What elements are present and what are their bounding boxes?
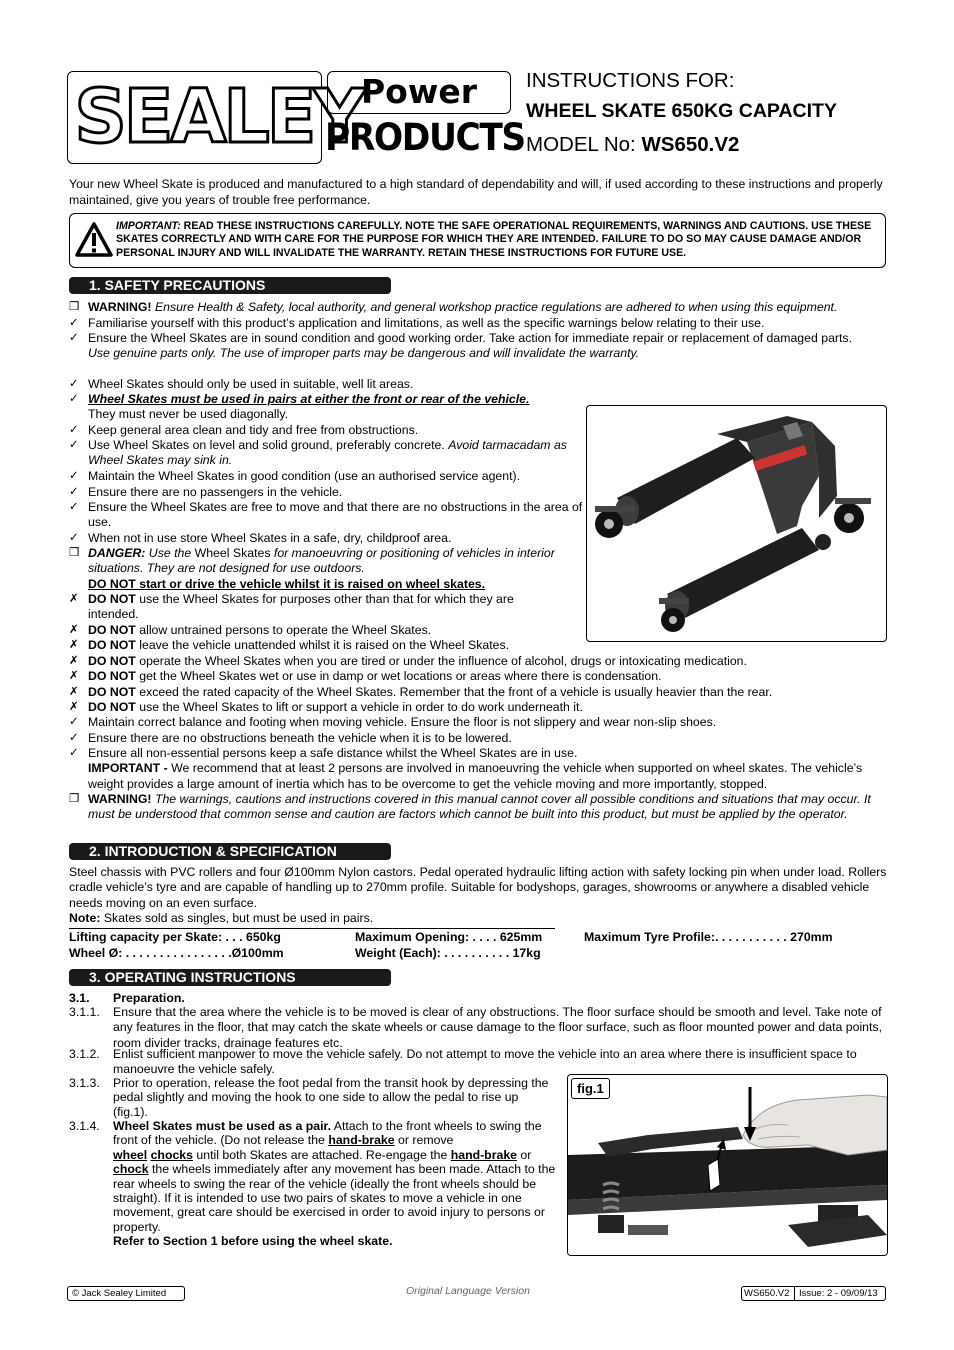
check-icon: ✓	[69, 317, 79, 329]
do-not-lead: DO NOT	[88, 623, 136, 637]
step-text-c: until both Skates are attached. Re-engage the	[192, 1147, 451, 1162]
check-icon: ✓	[69, 532, 79, 544]
fig1-drawing	[568, 1075, 887, 1255]
power-logo	[327, 71, 511, 114]
check-icon: ✓	[69, 716, 79, 728]
danger-text-a: Use the	[145, 546, 195, 560]
spec-max-opening: Maximum Opening: . . . . 625mm	[355, 930, 543, 944]
box-marker-icon: ❐	[69, 793, 80, 805]
list-item-text: leave the vehicle unattended whilst it is raised on the Wheel Skates.	[135, 638, 510, 652]
list-item-text: operate the Wheel Skates when you are tired or under the influence of alcohol, drugs or intoxicating medication.	[135, 654, 747, 668]
check-icon: ✓	[69, 393, 79, 405]
hand-brake-term: hand-brake	[450, 1147, 518, 1162]
header-product-name: WHEEL SKATE 650KG CAPACITY	[526, 100, 837, 122]
step-number: 3.1.2.	[69, 1047, 100, 1061]
spec-max-tyre-profile: Maximum Tyre Profile:. . . . . . . . . . . 270mm	[584, 930, 833, 944]
list-item-text: Wheel Skates should only be used in suitable, well lit areas.	[88, 377, 414, 391]
footer-issue: Issue: 2 - 09/09/13	[799, 1288, 878, 1299]
header-model-number: WS650.V2	[641, 133, 740, 156]
spec-note	[69, 911, 373, 926]
fig1-label: fig.1	[571, 1078, 610, 1099]
check-icon: ✓	[69, 378, 79, 390]
list-item-text: Maintain the Wheel Skates in good condition (use an authorised service agent).	[88, 469, 521, 483]
list-item-text: Keep general area clean and tidy and free from obstructions.	[88, 423, 419, 437]
wheel-skate-image	[586, 405, 887, 642]
step-text-d: or	[517, 1147, 532, 1162]
do-not-lead: DO NOT	[88, 669, 136, 683]
step-title: Preparation.	[113, 991, 185, 1005]
list-item-text: allow untrained persons to operate the Wheel Skates.	[135, 623, 432, 637]
section-2-title: 2. INTRODUCTION & SPECIFICATION	[89, 843, 337, 859]
products-logo-text: PRODUCTS	[325, 116, 525, 159]
danger-lead: DANGER:	[88, 546, 146, 560]
note-lead: Note:	[69, 911, 101, 925]
cross-icon: ✗	[69, 624, 79, 636]
warning-text-2: The warnings, cautions and instructions covered in this manual cannot cover all possible conditions and situations that may occur. It must be understood that common sense and caution are factors which cannot be built into this product, but must be applied by the operator.	[88, 792, 871, 822]
step-text	[113, 1119, 559, 1249]
list-item-text: Ensure the Wheel Skates are in sound condition and good working order. Take action for immediate repair or replacement of damaged parts.	[88, 331, 852, 345]
hand-brake-term: hand-brake	[328, 1133, 395, 1148]
cross-icon: ✗	[69, 686, 79, 698]
section-3-title: 3. OPERATING INSTRUCTIONS	[89, 969, 296, 985]
check-icon: ✓	[69, 732, 79, 744]
section-1-heading	[69, 277, 391, 294]
list-item-text: When not in use store Wheel Skates in a safe, dry, childproof area.	[88, 531, 452, 545]
spec-description: Steel chassis with PVC rollers and four Ø100mm Nylon castors. Pedal operated hydraulic lifting action with safety locking pin when under load. Rollers cradle vehicle’s tyre and are capable of handling up to 270mm profile. Suitable for bodyshops, garages, showrooms or anywhere a disabled vehicle needs moving on an even surface.	[69, 865, 887, 910]
step-number: 3.1.4.	[69, 1119, 100, 1133]
sealey-logo	[67, 71, 363, 164]
cross-icon: ✗	[69, 670, 79, 682]
important-lead-2: IMPORTANT -	[88, 761, 168, 776]
fig1-image	[567, 1074, 888, 1256]
list-item-text: use the Wheel Skates to lift or support a vehicle in order to do work underneath it.	[135, 700, 583, 714]
wheel-skate-drawing	[587, 406, 886, 641]
do-not-lead: DO NOT	[88, 638, 136, 652]
danger-do-not-drive: DO NOT start or drive the vehicle whilst it is raised on wheel skates.	[88, 576, 486, 591]
list-item-text: Maintain correct balance and footing when moving vehicle. Ensure the floor is not slippery and wear non-slip shoes.	[88, 715, 717, 729]
sealey-logo-text: SEALEY	[74, 74, 363, 160]
section-3-heading	[69, 969, 391, 986]
important-text-2: We recommend that at least 2 persons are involved in manoeuvring the vehicle when supported on wheel skates. The vehicle’s weight provides a large amount of inertia which has to be overcome to get the vehicle moving and more importantly, stopped.	[88, 761, 863, 791]
spec-lifting-capacity: Lifting capacity per Skate: . . . 650kg	[69, 930, 281, 944]
header-model	[526, 133, 739, 157]
footer-model-issue	[741, 1286, 886, 1301]
important-lead: IMPORTANT:	[116, 220, 181, 232]
list-item-text: use the Wheel Skates for purposes other than that for which they are intended.	[88, 592, 514, 622]
wheel-term: wheel	[113, 1147, 148, 1162]
list-item-note: Use genuine parts only. The use of improper parts may be dangerous and will invalidate the warranty.	[88, 346, 640, 361]
chock-term: chock	[113, 1162, 149, 1177]
list-item-text: Ensure all non-essential persons keep a safe distance whilst the Wheel Skates are in use.	[88, 746, 578, 760]
list-item-text: They must never be used diagonally.	[88, 407, 289, 422]
step-number: 3.1.1.	[69, 1005, 100, 1019]
check-icon: ✓	[69, 439, 79, 451]
step-text: Enlist sufficient manpower to move the vehicle safely. Do not attempt to move the vehicle into an area where there is insufficient space to manoeuvre the vehicle safely.	[113, 1047, 857, 1077]
cross-icon: ✗	[69, 655, 79, 667]
check-icon: ✓	[69, 424, 79, 436]
header-model-label: MODEL No:	[526, 133, 642, 156]
pair-lead: Wheel Skates must be used as a pair.	[113, 1119, 332, 1133]
important-notice	[69, 213, 886, 268]
check-icon: ✓	[69, 501, 79, 513]
step-text-b: or remove	[394, 1133, 454, 1148]
refer-section-note: Refer to Section 1 before using the wheel skate.	[113, 1234, 393, 1249]
cross-icon: ✗	[69, 593, 79, 605]
warning-lead: WARNING!	[88, 300, 152, 314]
spec-wheel-diameter: Wheel Ø: . . . . . . . . . . . . . . . .Ø100mm	[69, 946, 284, 960]
box-marker-icon: ❐	[69, 547, 80, 559]
step-text-e: the wheels immediately after any movement has been made. Attach to the rear wheels to swing the rear of the vehicle (ideally the front wheels should be straight). If it is intended to use two pairs of skates to move a vehicle in one movement, great care should be exercised in order to avoid injury to persons or property.	[113, 1162, 556, 1234]
cross-icon: ✗	[69, 639, 79, 651]
header-instructions-for: INSTRUCTIONS FOR:	[526, 69, 735, 92]
danger-text-b: Wheel Skates	[194, 546, 271, 560]
check-icon: ✓	[69, 747, 79, 759]
important-text	[116, 220, 880, 260]
step-text-a: Attach to the front wheels to swing the front of the vehicle. (Do not release the	[113, 1119, 542, 1148]
chocks-term: chocks	[150, 1147, 193, 1162]
footer-divider	[794, 1287, 795, 1300]
warning-triangle-icon	[75, 222, 113, 258]
check-icon: ✓	[69, 332, 79, 344]
danger-text-c: for manoeuvring or positioning of vehicles in interior situations. They are not designed for use outdoors.	[88, 546, 555, 576]
list-item-text: Ensure there are no passengers in the vehicle.	[88, 485, 343, 499]
pairs-warning: Wheel Skates must be used in pairs at either the front or rear of the vehicle.	[88, 392, 530, 406]
note-text: Skates sold as singles, but must be used in pairs.	[100, 911, 374, 925]
step-number: 3.1.	[69, 991, 90, 1005]
step-text: Prior to operation, release the foot pedal from the transit hook by depressing the pedal slightly and moving the hook to one side to allow the pedal to rise up (fig.1).	[113, 1076, 549, 1119]
footer-language: Original Language Version	[406, 1285, 530, 1297]
do-not-lead: DO NOT	[88, 700, 136, 714]
list-item-text: Familiarise yourself with this product’s application and limitations, as well as the specific warnings below relating to their use.	[88, 316, 765, 330]
do-not-lead: DO NOT	[88, 654, 136, 668]
section-1-title: 1. SAFETY PRECAUTIONS	[89, 277, 266, 293]
step-text: Ensure that the area where the vehicle is to be moved is clear of any obstructions. The floor surface should be smooth and level. Take note of any features in the floor, that may catch the skate wheels or cause damage to the floor surface, such as floor mounted power and data points, room divider tracks, drainage features etc.	[113, 1005, 882, 1050]
list-item-text: Ensure there are no obstructions beneath the vehicle when it is to be lowered.	[88, 731, 512, 745]
check-icon: ✓	[69, 470, 79, 482]
spec-weight: Weight (Each): . . . . . . . . . . 17kg	[355, 946, 541, 960]
step-number: 3.1.3.	[69, 1076, 100, 1090]
list-item-text: get the Wheel Skates wet or use in damp or wet locations or areas where there is condensation.	[135, 669, 662, 683]
important-body: READ THESE INSTRUCTIONS CAREFULLY. NOTE THE SAFE OPERATIONAL REQUIREMENTS, WARNINGS AND CAUTIONS. USE THESE SKATES CORRECTLY AND WITH CARE FOR THE PURPOSE FOR WHICH THEY ARE INTENDED. FAILURE TO DO SO MAY CAUSE DAMAGE AND/OR PERSONAL INJURY AND WILL INVALIDATE THE WARRANTY. RETAIN THESE INSTRUCTIONS FOR FUTURE USE.	[116, 220, 872, 259]
box-marker-icon: ❐	[69, 301, 80, 313]
list-item-text: exceed the rated capacity of the Wheel Skates. Remember that the front of a vehicle is usually heavier than the rear.	[135, 685, 773, 699]
intro-text: Your new Wheel Skate is produced and manufactured to a high standard of dependability and will, if used according to these instructions and properly maintained, give you years of trouble free performance.	[69, 177, 883, 207]
power-logo-text: Power	[361, 72, 477, 111]
list-item-note: Avoid tarmacadam as Wheel Skates may sink in.	[88, 438, 567, 468]
cross-icon: ✗	[69, 701, 79, 713]
list-item-text: Use Wheel Skates on level and solid ground, preferably concrete.	[88, 438, 449, 452]
do-not-lead: DO NOT	[88, 685, 136, 699]
list-item-text: Ensure the Wheel Skates are free to move and that there are no obstructions in the area of use.	[88, 500, 583, 530]
check-icon: ✓	[69, 486, 79, 498]
section-2-heading	[69, 843, 391, 860]
do-not-lead: DO NOT	[88, 592, 136, 606]
footer-model: WS650.V2	[744, 1288, 790, 1299]
spec-divider	[69, 928, 555, 929]
warning-text: Ensure Health & Safety, local authority, and general workshop practice regulations are adhered to when using this equipment.	[151, 300, 838, 314]
footer-copyright: © Jack Sealey Limited	[67, 1286, 185, 1301]
warning-lead-2: WARNING!	[88, 792, 152, 806]
